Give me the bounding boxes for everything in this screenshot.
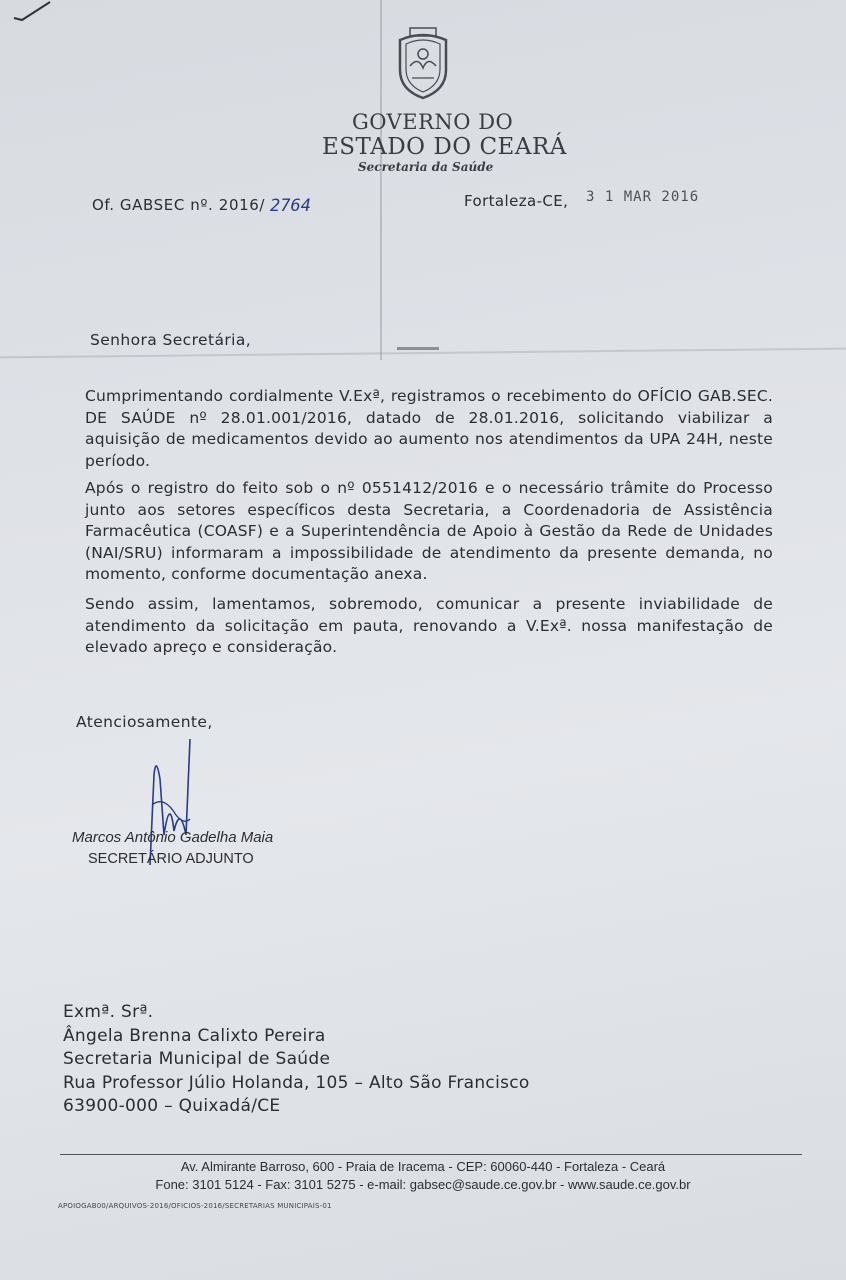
letter-city: Fortaleza-CE, — [464, 192, 569, 210]
letterhead-line-2: ESTADO DO CEARÁ — [322, 134, 567, 160]
file-path: APOIOGAB00/ARQUIVOS-2016/OFICIOS-2016/SECRETARIAS MUNICIPAIS-01 — [58, 1202, 332, 1210]
signatory-name: Marcos Antônio Gadelha Maia — [72, 829, 274, 846]
handwritten-check-mark — [12, 0, 52, 22]
office-reference: Of. GABSEC nº. 2016/ — [92, 196, 266, 214]
body-paragraph-3: Sendo assim, lamentamos, sobremodo, comunicar a presente inviabilidade de atendimento da solicitação em pauta, renovando a V.Exª. nossa manifestação de elevado apreço e consideração. — [85, 595, 773, 656]
ink-smudge — [397, 347, 439, 350]
body-paragraph-2: Após o registro do feito sob o nº 0551412/2016 e o necessário trâmite do Processo junto aos setores específicos desta Secretaria, a Coordenadoria de Assistência Farmacêutica (COASF) e a Superintendência de Apoio à Gestão da Rede de Unidades (NAI/SRU) informaram a impossibilidade de atendimento da presente demanda, no momento, conforme documentação anexa. — [85, 479, 773, 583]
footer-divider — [60, 1154, 802, 1155]
date-stamp: 3 1 MAR 2016 — [586, 189, 700, 205]
recipient-honorific: Exmª. Srª. — [63, 1002, 154, 1022]
body-paragraph-1: Cumprimentando cordialmente V.Exª, registramos o recebimento do OFÍCIO GAB.SEC. DE SAÚDE nº 28.01.001/2016, datado de 28.01.2016, solicitando viabilizar a aquisição de medicamentos devido ao aumento nos atendimentos da UPA 24H, neste período. — [85, 387, 773, 470]
recipient-postal-city: 63900-000 – Quixadá/CE — [63, 1096, 281, 1116]
signatory-title: SECRETÁRIO ADJUNTO — [88, 851, 254, 867]
letterhead-line-1: GOVERNO DO — [352, 110, 514, 134]
paper-fold-vertical — [380, 0, 382, 360]
state-coat-of-arms-icon — [392, 26, 454, 102]
recipient-organization: Secretaria Municipal de Saúde — [63, 1049, 331, 1069]
footer-address: Av. Almirante Barroso, 600 - Praia de Iracema - CEP: 60060-440 - Fortaleza - Ceará — [180, 1159, 666, 1174]
recipient-name: Ângela Brenna Calixto Pereira — [63, 1025, 326, 1046]
footer-contact: Fone: 3101 5124 - Fax: 3101 5275 - e-mail: gabsec@saude.ce.gov.br - www.saude.ce.gov.br — [155, 1177, 691, 1192]
recipient-block — [63, 1001, 530, 1119]
closing: Atenciosamente, — [76, 713, 213, 731]
handwritten-reference-number: 2764 — [270, 196, 311, 216]
recipient-street: Rua Professor Júlio Holanda, 105 – Alto São Francisco — [63, 1072, 530, 1093]
letterhead-department: Secretaria da Saúde — [358, 160, 494, 174]
salutation: Senhora Secretária, — [90, 331, 252, 349]
